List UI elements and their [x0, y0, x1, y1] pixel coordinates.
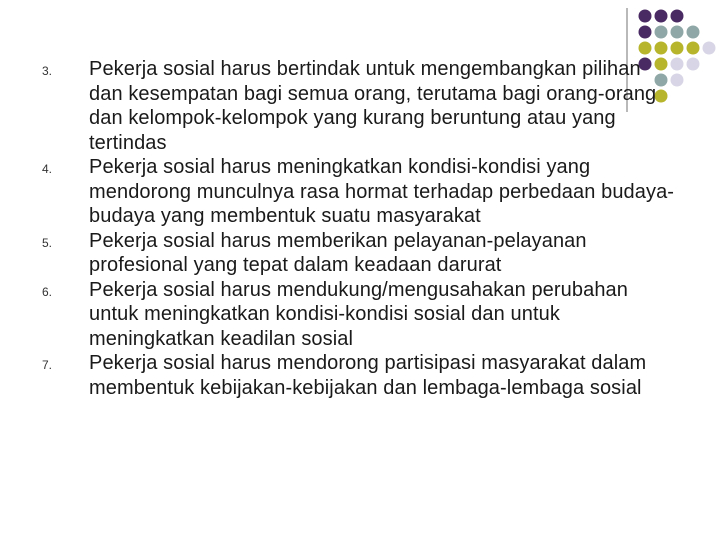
item-text: Pekerja sosial harus mendukung/mengusahakan perubahan untuk meningkatkan kondisi-kondisi sosial dan untuk meningkatkan keadilan sosial	[89, 278, 628, 350]
list-item-6	[38, 278, 678, 352]
list-item-7	[38, 351, 678, 400]
list-item-3	[38, 57, 678, 155]
decor-dot	[639, 10, 652, 23]
decor-dot	[639, 42, 652, 55]
bullet-list	[38, 57, 678, 400]
item-number: 3.	[42, 64, 53, 78]
list-item-5	[38, 229, 678, 278]
decor-dot	[687, 26, 700, 39]
item-number: 6.	[42, 284, 53, 299]
item-text: Pekerja sosial harus meningkatkan kondisi-kondisi yang mendorong munculnya rasa hormat terhadap perbedaan budaya-budaya yang membentuk suatu masyarakat	[89, 156, 675, 227]
decor-dot	[655, 42, 668, 55]
decor-dot	[655, 10, 668, 23]
decor-dot	[687, 42, 700, 55]
decor-dot	[671, 10, 684, 23]
item-number: 7.	[42, 358, 53, 372]
item-text: Pekerja sosial harus bertindak untuk mengembangkan pilihan dan kesempatan bagi semua orang, terutama bagi orang-orang dan kelompok-kelompok yang kurang beruntung atau yang tertindas	[89, 58, 657, 154]
decor-dot	[671, 26, 684, 39]
list-item-4	[38, 155, 678, 229]
decor-dot	[655, 26, 668, 39]
decor-dot	[703, 42, 716, 55]
item-number: 5.	[42, 235, 53, 250]
item-number: 4.	[42, 162, 53, 176]
item-text: Pekerja sosial harus memberikan pelayanan-pelayanan profesional yang tepat dalam keadaan darurat	[89, 229, 587, 276]
decor-dot	[687, 58, 700, 71]
decor-dot	[639, 26, 652, 39]
item-text: Pekerja sosial harus mendorong partisipasi masyarakat dalam membentuk kebijakan-kebijakan dan lembaga-lembaga sosial	[89, 352, 647, 399]
decor-dot	[671, 42, 684, 55]
